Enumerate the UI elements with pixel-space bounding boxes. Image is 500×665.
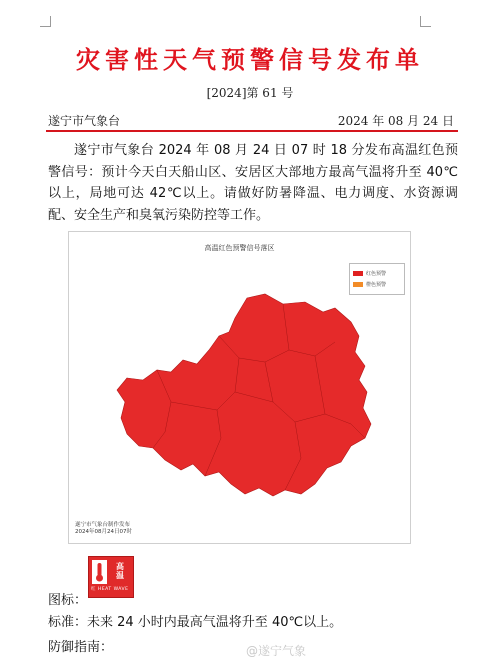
warning-standard: 标准：未来 24 小时内最高气温将升至 40℃以上。 [48, 615, 343, 630]
icon-bottom-text: 红 HEAT WAVE [91, 587, 129, 592]
icon-text: 高 温 [116, 562, 124, 580]
document-title: 灾害性天气预警信号发布单 [76, 45, 424, 74]
document-number: [2024]第 61 号 [206, 86, 294, 100]
thermometer-icon [92, 560, 107, 584]
map-credit-line2: 2024年08月24日07时 [75, 529, 132, 535]
legend-item-red: 红色预警 [353, 270, 386, 277]
icon-label: 图标： [48, 593, 88, 608]
corner-mark-top-right [420, 16, 431, 27]
legend-item-orange: 橙色预警 [353, 281, 386, 288]
suining-region-shape [117, 294, 371, 496]
map-credit-line1: 遂宁市气象台制作发布 [75, 522, 131, 528]
map-title: 高温红色预警信号落区 [204, 244, 275, 252]
high-temperature-red-warning-icon [88, 556, 134, 598]
legend-swatch-red [353, 271, 363, 276]
issuer-name: 遂宁市气象台 [48, 114, 121, 128]
corner-mark-top-left [40, 16, 51, 27]
issue-date: 2024 年 08 月 24 日 [337, 114, 454, 128]
defense-guide-label: 防御指南： [48, 640, 114, 655]
map-legend [349, 263, 405, 295]
warning-map [68, 231, 411, 544]
warning-body [48, 140, 458, 226]
watermark: @遂宁气象 [246, 644, 307, 658]
warning-body-text: 遂宁市气象台 2024 年 08 月 24 日 07 时 18 分发布高温红色预警信号：预计今天白天船山区、安居区大部地方最高气温将升至 40℃以上，局地可达 42℃以上。请做好防暑降温、电力调度、水资源调配、安全生产和臭氧污染防控等工作。 [48, 143, 458, 223]
header-red-rule [46, 130, 458, 132]
map-credit [75, 522, 132, 536]
legend-swatch-orange [353, 282, 363, 287]
